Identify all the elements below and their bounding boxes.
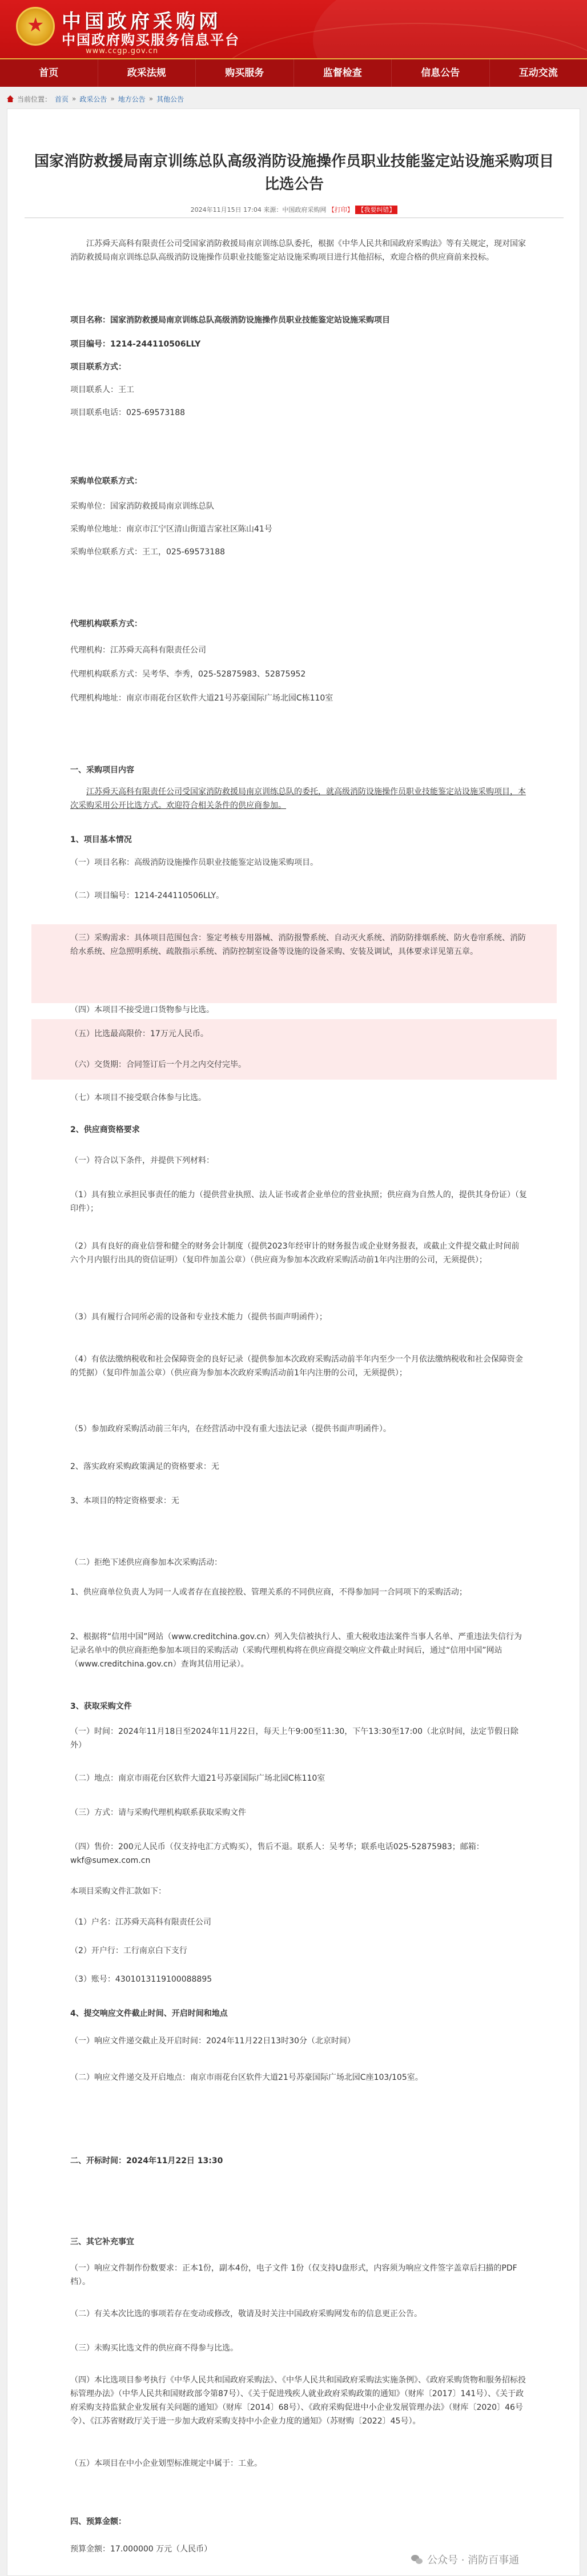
buyer-name: 采购单位：国家消防救援局南京训练总队 xyxy=(70,502,214,511)
deadline-time: （一）响应文件递交截止及开启时间：2024年11月22日13时30分（北京时间） xyxy=(70,2036,355,2046)
project-contact-heading: 项目联系方式： xyxy=(70,363,126,372)
publish-date: 2024年11月15日 17:04 xyxy=(190,206,262,214)
remittance-heading: 本项目采购文件汇款如下： xyxy=(70,1887,166,1896)
agent-address: 代理机构地址：南京市雨花台区软件大道21号苏豪国际广场北园C栋110室 xyxy=(70,694,333,703)
breadcrumb-prefix: 当前位置： xyxy=(17,95,52,103)
subsection-1-1: 1、项目基本情况 xyxy=(70,835,132,844)
doc-time: （一）时间：2024年11月18日至2024年11月22日，每天上午9:00至11:30，下午13:30至17:00（北京时间，法定节假日除外） xyxy=(70,1727,518,1750)
qualification-3: （3）具有履行合同所必需的设备和专业技术能力（提供书面声明函件）； xyxy=(70,1313,327,1322)
breadcrumb-local[interactable]: 地方公告 xyxy=(118,95,146,103)
breadcrumb-announcements[interactable]: 政采公告 xyxy=(79,95,107,103)
supplement-1: （一）响应文件制作份数要求：正本1份，副本4份，电子文件 1份（仅支持U盘形式，内容须为响应文件签字盖章后扫描的PDF档）。 xyxy=(70,2264,517,2287)
section-4-heading: 四、预算金额： xyxy=(70,2517,126,2526)
item-project-number: （二）项目编号：1214-244110506LLY。 xyxy=(70,891,224,900)
exclusion-2: 2、根据将“信用中国”网站（www.creditchina.gov.cn）列入失信被执行人、重大税收违法案件当事人名单、严重违法失信行为记录名单中的供应商拒绝参加本项目的采购活动（采购代理机构将在供应商提交响应文件截止时间后，通过“信用中国”网站（www.creditchina.gov.cn）查询其信用记录）。 xyxy=(70,1632,522,1669)
doc-price: （四）售价：200元人民币（仅支持电汇方式购买），售后不退。联系人：吴考华；联系电话025-52875983；邮箱：wkf@sumex.com.cn xyxy=(70,1842,484,1865)
report-error-button[interactable]: 【我要纠错】 xyxy=(355,206,397,214)
agent-heading: 代理机构联系方式： xyxy=(70,619,142,629)
section-3-heading: 三、其它补充事宜 xyxy=(70,2237,134,2247)
remittance-bank: （2）开户行：工行南京白下支行 xyxy=(70,1946,187,1955)
nav-announcements[interactable]: 信息公告 xyxy=(392,59,490,87)
agent-contact: 代理机构联系方式：吴考华、李秀，025-52875983、52875952 xyxy=(70,670,306,679)
remittance-account-number: （3）账号：4301013119100088895 xyxy=(70,1975,212,1984)
qualification-2: （2）具有良好的商业信誉和健全的财务会计制度（提供2023年经审计的财务报告或企业财务报表，或截止文件提交截止时间前六个月内银行出具的资信证明）（复印件加盖公章）（供应商为参加本次政府采购活动前1年内注册的公司，无须提供）； xyxy=(70,1242,520,1265)
intro-paragraph: 江苏舜天高科有限责任公司受国家消防救援局南京训练总队委托，根据《中华人民共和国政府采购法》等有关规定，现对国家消防救援局南京训练总队高级消防设施操作员职业技能鉴定站设施采购项目进行其他招标，欢迎合格的供应商前来投标。 xyxy=(70,239,526,262)
wechat-icon xyxy=(411,2554,424,2565)
wechat-account-name: 公众号 · 消防百事通 xyxy=(427,2554,520,2566)
section-2-heading: 二、开标时间：2024年11月22日 13:30 xyxy=(70,2156,223,2166)
qualification-1: （1）具有独立承担民事责任的能力（提供营业执照、法人证书或者企业单位的营业执照；供应商为自然人的，提供其身份证）（复印件）； xyxy=(70,1190,527,1213)
site-url: www.ccgp.gov.cn xyxy=(86,47,159,55)
breadcrumb-home[interactable]: 首页 xyxy=(55,95,69,103)
buyer-contact: 采购单位联系方式：王工，025-69573188 xyxy=(70,548,226,557)
project-contact-tel: 项目联系电话：025-69573188 xyxy=(70,408,186,417)
nav-supervision[interactable]: 监督检查 xyxy=(294,59,392,87)
site-header xyxy=(0,0,587,58)
subsection-1-3: 3、获取采购文件 xyxy=(70,1702,132,1711)
item-no-consortium: （七）本项目不接受联合体参与比选。 xyxy=(70,1093,206,1102)
home-icon xyxy=(7,95,14,102)
budget-amount: 预算金额：17.000000 万元（人民币） xyxy=(70,2545,212,2554)
project-number: 项目编号：1214-244110506LLY xyxy=(70,340,201,349)
item-max-price: （五）比选最高限价：17万元人民币。 xyxy=(70,1029,208,1039)
article-panel xyxy=(7,108,580,2576)
supplement-3: （三）未购买比选文件的供应商不得参与比选。 xyxy=(70,2344,238,2353)
breadcrumb-other[interactable]: 其他公告 xyxy=(156,95,184,103)
project-contact-person: 项目联系人：王工 xyxy=(70,385,134,395)
qualification-intro: （一）符合以下条件，并提供下列材料： xyxy=(70,1156,214,1165)
nav-home[interactable]: 首页 xyxy=(0,59,98,87)
print-link[interactable]: 【打印】 xyxy=(328,206,353,214)
section-1-heading: 一、采购项目内容 xyxy=(70,766,134,775)
subsection-1-4: 4、提交响应文件截止时间、开启时间和地点 xyxy=(70,2009,228,2018)
source: 来源：中国政府采购网 xyxy=(263,206,327,214)
buyer-address: 采购单位地址：南京市江宁区清山街道吉家社区陈山41号 xyxy=(70,525,272,534)
subsection-1-2: 2、供应商资格要求 xyxy=(70,1125,140,1134)
supplement-4: （四）本比选项目参考执行《中华人民共和国政府采购法》、《中华人民共和国政府采购法实施条例》、《政府采购货物和服务招标投标管理办法》（中华人民共和国财政部令第87号）、《关于促进残疾人就业政府采购政策的通知》（财库〔2017〕141号）、《关于政府采购支持监狱企业发展有关问题的通知》（财库〔2014〕68号）、《政府采购促进中小企业发展管理办法》（财库〔2020〕46号令）、《江苏省财政厅关于进一步加大政府采购支持中小企业力度的通知》（苏财购〔2022〕45号）。 xyxy=(70,2376,526,2426)
supplement-5: （五）本项目在中小企业划型标准规定中属于：工业。 xyxy=(70,2459,262,2468)
nav-regulations[interactable]: 政采法规 xyxy=(98,59,196,87)
site-subtitle: 中国政府购买服务信息平台 xyxy=(62,31,240,48)
qualification-5: （5）参加政府采购活动前三年内，在经营活动中没有重大违法记录（提供书面声明函件）。 xyxy=(70,1424,391,1434)
site-title[interactable]: 中国政府采购网 xyxy=(62,10,222,33)
breadcrumb: 当前位置： 首页 » 政采公告 » 地方公告 » 其他公告 xyxy=(7,91,580,106)
wechat-watermark xyxy=(411,2552,519,2567)
nav-purchase-services[interactable]: 购买服务 xyxy=(196,59,294,87)
item-project-name: （一）项目名称：高级消防设施操作员职业技能鉴定站设施采购项目。 xyxy=(70,858,318,867)
qualification-4: （4）有依法缴纳税收和社会保障资金的良好记录（提供参加本次政府采购活动前半年内至少一个月依法缴纳税收和社会保障资金的凭据）（复印件加盖公章）（供应商为参加本次政府采购活动前1年内注册的公司，无须提供）； xyxy=(70,1355,523,1378)
remittance-account-name: （1）户名：江苏舜天高科有限责任公司 xyxy=(70,1918,211,1927)
supplement-2: （二）有关本次比选的事项若存在变动或修改，敬请及时关注中国政府采购网发布的信息更正公告。 xyxy=(70,2309,422,2319)
doc-place: （二）地点：南京市雨花台区软件大道21号苏豪国际广场北园C栋110室 xyxy=(70,1774,325,1783)
special-requirement: 3、本项目的特定资格要求：无 xyxy=(70,1496,179,1506)
section-1-intro: 江苏舜天高科有限责任公司受国家消防救援局南京训练总队的委托，就高级消防设施操作员职业技能鉴定站设施采购项目，本次采购采用公开比选方式。欢迎符合相关条件的供应商参加。 xyxy=(70,787,526,810)
item-requirements: （三）采购需求：具体项目范围包含：鉴定考核专用器械、消防报警系统、自动灭火系统、消防防排烟系统、防火卷帘系统、消防给水系统、应急照明系统、疏散指示系统、消防控制室设备等设施的设备采购、安装及调试，具体要求详见第五章。 xyxy=(70,933,526,956)
deadline-place: （二）响应文件递交及开启地点：南京市雨花台区软件大道21号苏豪国际广场北园C座103/105室。 xyxy=(70,2073,423,2082)
doc-method: （三）方式：请与采购代理机构联系获取采购文件 xyxy=(70,1808,246,1817)
national-emblem-icon[interactable]: ★ xyxy=(16,7,55,46)
policy-requirement: 2、落实政府采购政策满足的资格要求：无 xyxy=(70,1462,219,1471)
nav-interaction[interactable]: 互动交流 xyxy=(518,67,558,79)
exclusion-1: 1、供应商单位负责人为同一人或者存在直接控股、管理关系的不同供应商，不得参加同一合同项下的采购活动； xyxy=(70,1588,467,1597)
project-name: 项目名称：国家消防救援局南京训练总队高级消防设施操作员职业技能鉴定站设施采购项目 xyxy=(70,316,390,325)
exclusion-heading: （二）拒绝下述供应商参加本次采购活动： xyxy=(70,1558,222,1567)
item-no-import: （四）本项目不接受进口货物参与比选。 xyxy=(70,1005,214,1015)
item-delivery: （六）交货期：合同签订后一个月之内交付完毕。 xyxy=(70,1060,246,1069)
buyer-heading: 采购单位联系方式： xyxy=(70,477,142,486)
main-nav xyxy=(0,58,587,87)
article-meta xyxy=(30,205,558,214)
article-title: 国家消防救援局南京训练总队高级消防设施操作员职业技能鉴定站设施采购项目比选公告 xyxy=(34,153,554,193)
agent-name: 代理机构：江苏舜天高科有限责任公司 xyxy=(70,646,206,655)
